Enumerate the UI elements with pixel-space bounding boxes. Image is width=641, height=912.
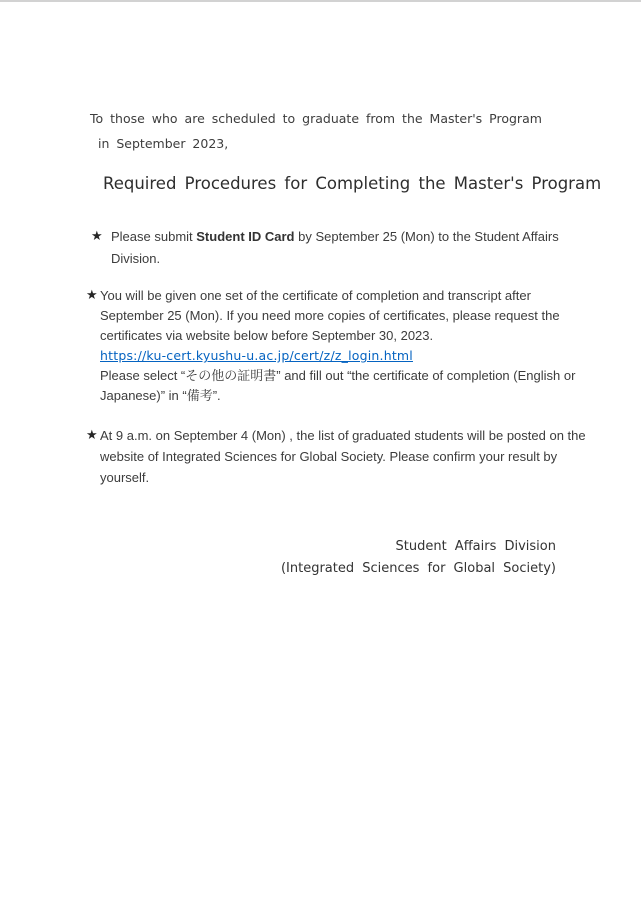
bullet-submit-student-id	[91, 226, 559, 270]
star-bullet-icon: ★	[86, 288, 98, 303]
bullet-text-line: You will be given one set of the certificate of completion and transcript after	[100, 288, 531, 303]
bullet-text-line: Japanese)” in “備考”.	[100, 388, 221, 403]
link-line	[100, 346, 575, 366]
page-title: Required Procedures for Completing the Master's Program	[103, 174, 602, 193]
bullet-text-line: yourself.	[100, 470, 150, 485]
bullet-text-line: certificates via website below before September 30, 2023.	[100, 328, 434, 343]
bullet-text-line: September 25 (Mon). If you need more copies of certificates, please request the	[100, 308, 560, 323]
signature-block	[281, 536, 556, 580]
text-segment: Please submit	[111, 229, 197, 244]
signature-line: (Integrated Sciences for Global Society)	[280, 561, 556, 576]
bullet-certificates	[86, 286, 575, 406]
bullet-text-line: website of Integrated Sciences for Global Society. Please confirm your result by	[100, 449, 558, 464]
page-top-edge	[0, 0, 641, 2]
bullet-results-posted	[86, 425, 586, 488]
salutation-line: To those who are scheduled to graduate from the Master's Program	[90, 111, 542, 126]
bullet-text-line	[111, 226, 559, 248]
student-id-card-bold-text: Student ID Card	[196, 229, 295, 244]
star-bullet-icon: ★	[91, 229, 103, 244]
star-bullet-icon: ★	[86, 428, 98, 443]
text-segment: by September 25 (Mon) to the Student Affairs	[294, 229, 559, 244]
bullet-text-line: At 9 a.m. on September 4 (Mon) , the list of graduated students will be posted on the	[100, 428, 586, 443]
certificate-request-link[interactable]: https://ku-cert.kyushu-u.ac.jp/cert/z/z_login.html	[100, 348, 413, 363]
bullet-text-line: Division.	[111, 251, 161, 266]
bullet-text-line: Please select “その他の証明書” and fill out “the certificate of completion (English or	[100, 368, 576, 383]
signature-line: Student Affairs Division	[395, 539, 556, 554]
salutation	[90, 106, 542, 156]
salutation-line: in September 2023,	[98, 136, 229, 151]
